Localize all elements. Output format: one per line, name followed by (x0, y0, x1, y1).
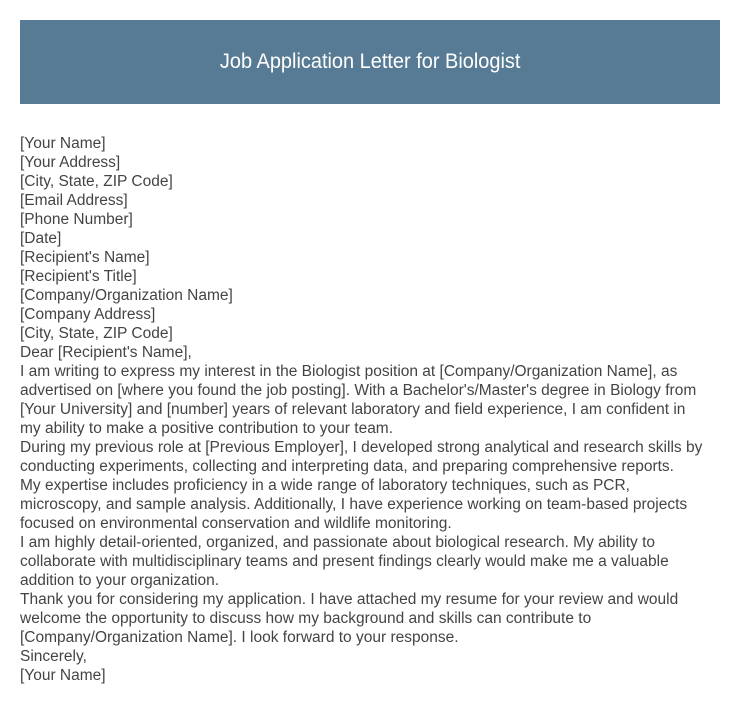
paragraph-line: addition to your organization. (20, 572, 220, 589)
closing: Sincerely, (20, 648, 87, 665)
paragraph-closing (20, 590, 725, 647)
letter-body (20, 134, 725, 685)
paragraph-intro (20, 362, 725, 438)
paragraph-line: my ability to make a positive contribution to your team. (20, 420, 394, 437)
sender-address: [Your Address] (20, 154, 121, 171)
sender-email: [Email Address] (20, 192, 128, 209)
paragraph-line: microscopy, and sample analysis. Additionally, I have experience working on team-based projects (20, 496, 688, 513)
paragraph-line: collaborate with multidisciplinary teams and present findings clearly would make me a valuable (20, 553, 669, 570)
paragraph-line: I am writing to express my interest in the Biologist position at [Company/Organization Name], as (20, 363, 678, 380)
paragraph-experience (20, 438, 725, 533)
page-title: Job Application Letter for Biologist (219, 50, 521, 73)
paragraph-line: advertised on [where you found the job posting]. With a Bachelor's/Master's degree in Biology from (20, 382, 697, 399)
paragraph-line: welcome the opportunity to discuss how my background and skills can contribute to (20, 610, 592, 627)
paragraph-line: focused on environmental conservation and wildlife monitoring. (20, 515, 452, 532)
sender-block (20, 134, 725, 248)
sender-phone: [Phone Number] (20, 211, 133, 228)
paragraph-line: [Company/Organization Name]. I look forward to your response. (20, 629, 459, 646)
recipient-address: [Company Address] (20, 306, 156, 323)
signature: [Your Name] (20, 667, 106, 684)
recipient-city-state-zip: [City, State, ZIP Code] (20, 325, 173, 342)
paragraph-line: My expertise includes proficiency in a wide range of laboratory techniques, such as PCR, (20, 477, 630, 494)
letter-date: [Date] (20, 230, 62, 247)
paragraph-line: conducting experiments, collecting and interpreting data, and preparing comprehensive reports. (20, 458, 674, 475)
recipient-company: [Company/Organization Name] (20, 287, 233, 304)
paragraph-line: [Your University] and [number] years of relevant laboratory and field experience, I am confident in (20, 401, 686, 418)
recipient-title: [Recipient's Title] (20, 268, 137, 285)
recipient-block (20, 248, 725, 343)
title-banner (20, 20, 720, 104)
sender-city-state-zip: [City, State, ZIP Code] (20, 173, 173, 190)
paragraph-line: I am highly detail-oriented, organized, and passionate about biological research. My ability to (20, 534, 656, 551)
paragraph-qualities (20, 533, 725, 590)
sender-name: [Your Name] (20, 135, 106, 152)
recipient-name: [Recipient's Name] (20, 249, 150, 266)
paragraph-line: Thank you for considering my application. I have attached my resume for your review and would (20, 591, 679, 608)
paragraph-line: During my previous role at [Previous Employer], I developed strong analytical and research skills by (20, 439, 703, 456)
salutation: Dear [Recipient's Name], (20, 344, 192, 361)
